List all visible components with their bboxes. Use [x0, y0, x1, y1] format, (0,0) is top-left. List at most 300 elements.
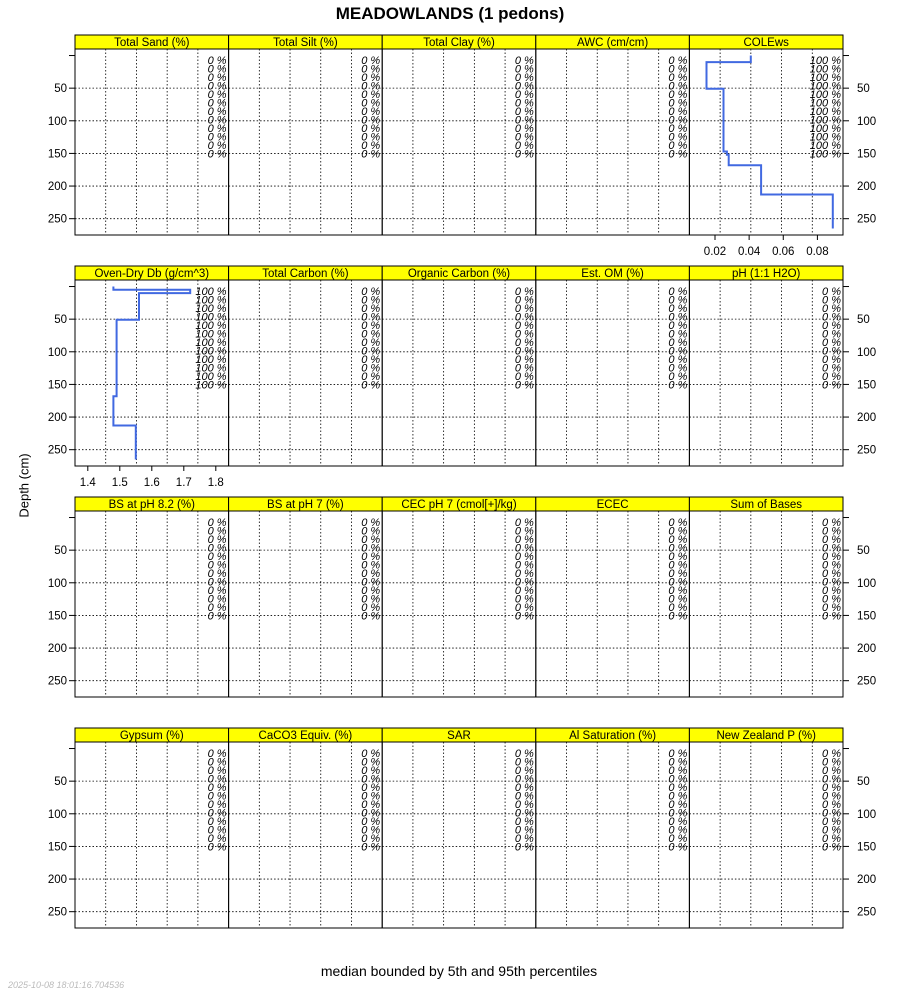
percent-label: 0 % [361, 106, 381, 118]
percent-label: 0 % [822, 379, 841, 392]
panel-total-sand [48, 35, 229, 235]
y-tick-label: 200 [857, 181, 877, 194]
panel-title: Gypsum (%) [119, 730, 184, 742]
percent-label: 0 % [207, 815, 227, 828]
percent-label: 0 % [361, 534, 381, 547]
percent-label: 0 % [361, 542, 381, 555]
percent-label: 0 % [514, 576, 534, 589]
percent-label: 0 % [514, 328, 534, 341]
percent-label: 0 % [822, 807, 841, 820]
percent-label: 0 % [207, 517, 227, 530]
percent-label: 0 % [822, 517, 841, 530]
percent-label: 0 % [668, 815, 688, 828]
percent-label: 0 % [514, 832, 534, 845]
percent-label: 0 % [361, 841, 381, 854]
x-tick-label: 1.7 [175, 477, 192, 489]
percent-label: 0 % [514, 63, 534, 76]
panel-gypsum [48, 728, 229, 928]
percent-label: 0 % [207, 80, 227, 93]
percent-label: 0 % [668, 294, 688, 307]
panel-title: Sum of Bases [730, 499, 802, 511]
panel-border [536, 280, 690, 466]
y-tick-label: 100 [857, 346, 877, 359]
y-tick-label: 50 [54, 83, 67, 96]
percent-label: 0 % [514, 320, 534, 333]
panel-border [689, 742, 843, 928]
percent-label: 100 % [195, 379, 227, 392]
panel-border [536, 742, 690, 928]
percent-label: 0 % [822, 815, 841, 828]
percent-label: 0 % [514, 559, 534, 572]
y-tick-label: 200 [47, 181, 67, 194]
y-tick-label: 100 [47, 808, 67, 821]
percent-label: 0 % [514, 97, 534, 110]
percent-label: 0 % [207, 841, 227, 854]
y-tick-label: 50 [857, 545, 870, 558]
percent-label: 0 % [668, 63, 688, 76]
y-tick-label: 250 [857, 213, 877, 226]
y-tick-label: 100 [857, 115, 877, 128]
y-tick-label: 100 [47, 346, 67, 359]
percent-label: 0 % [668, 790, 688, 803]
percent-label: 0 % [514, 765, 534, 778]
percent-label: 0 % [207, 148, 227, 161]
percent-label: 0 % [514, 748, 534, 761]
percent-label: 0 % [822, 841, 841, 854]
percent-label: 100 % [195, 353, 227, 366]
percent-label: 0 % [822, 790, 841, 803]
panel-border [229, 511, 383, 697]
percent-label: 0 % [361, 799, 381, 811]
percent-label: 0 % [668, 832, 688, 845]
percent-label: 0 % [822, 303, 841, 316]
percent-label: 0 % [514, 584, 534, 597]
percent-label: 100 % [195, 320, 227, 333]
panel-total-carbon [229, 266, 383, 466]
percent-label: 0 % [207, 551, 227, 564]
panel-new-zealand-p [689, 728, 876, 928]
panel-caco3-equiv [229, 728, 383, 928]
y-axis-label: Depth (cm) [16, 453, 32, 518]
percent-label: 0 % [361, 63, 381, 76]
panel-sum-of-bases [689, 497, 876, 697]
percent-label: 0 % [514, 139, 534, 152]
percent-label: 0 % [361, 576, 381, 589]
percent-label: 0 % [361, 294, 381, 307]
percent-label: 0 % [514, 782, 534, 795]
percent-label: 0 % [822, 345, 841, 358]
panel-title: ECEC [596, 499, 629, 511]
y-tick-label: 150 [47, 841, 67, 854]
percent-label: 0 % [514, 517, 534, 530]
percent-label: 0 % [822, 551, 841, 564]
percent-label: 0 % [668, 72, 688, 85]
percent-label: 0 % [668, 748, 688, 761]
percent-label: 0 % [361, 337, 381, 349]
panel-title: Total Clay (%) [423, 37, 495, 49]
panel-title: Oven-Dry Db (g/cm^3) [94, 268, 210, 280]
panel-title: Total Carbon (%) [262, 268, 349, 280]
percent-label: 0 % [668, 756, 688, 769]
percent-label: 100 % [809, 55, 841, 68]
panel-title: Total Sand (%) [114, 37, 190, 49]
percent-label: 0 % [514, 601, 534, 614]
percent-label: 0 % [514, 89, 534, 102]
percent-label: 0 % [668, 353, 688, 366]
percent-label: 0 % [207, 610, 227, 623]
y-tick-label: 100 [857, 808, 877, 821]
y-tick-label: 250 [47, 444, 67, 457]
percent-label: 100 % [195, 362, 227, 375]
percent-label: 0 % [822, 362, 841, 375]
percent-label: 0 % [207, 765, 227, 778]
y-tick-label: 200 [47, 874, 67, 887]
percent-label: 0 % [822, 542, 841, 555]
panel-title: CEC pH 7 (cmol[+]/kg) [401, 499, 517, 511]
percent-label: 0 % [514, 370, 534, 383]
percent-label: 100 % [195, 286, 227, 299]
percent-label: 0 % [361, 559, 381, 572]
percent-label: 0 % [822, 601, 841, 614]
panel-border [689, 511, 843, 697]
percent-label: 0 % [361, 55, 381, 68]
percent-label: 0 % [361, 72, 381, 85]
percent-label: 100 % [809, 80, 841, 93]
x-tick-label: 0.04 [737, 246, 761, 258]
chart-footer: median bounded by 5th and 95th percentiles [320, 963, 598, 979]
y-tick-label: 50 [54, 545, 67, 558]
percent-label: 0 % [668, 106, 688, 118]
percent-label: 0 % [668, 114, 688, 127]
percent-label: 0 % [514, 148, 534, 161]
percent-label: 0 % [207, 807, 227, 820]
y-tick-label: 150 [857, 841, 877, 854]
percent-label: 0 % [514, 790, 534, 803]
percent-label: 0 % [668, 345, 688, 358]
percent-label: 0 % [361, 353, 381, 366]
percent-label: 0 % [361, 148, 381, 161]
percent-label: 0 % [668, 782, 688, 795]
percent-label: 100 % [809, 148, 841, 161]
percent-label: 0 % [668, 517, 688, 530]
percent-label: 0 % [361, 568, 381, 580]
percent-label: 0 % [668, 534, 688, 547]
percent-label: 0 % [822, 773, 841, 786]
panel-ph-1-1-h2o [689, 266, 876, 466]
panel-bs-at-ph-8-2 [48, 497, 229, 697]
percent-label: 0 % [361, 782, 381, 795]
percent-label: 0 % [361, 139, 381, 152]
percent-label: 0 % [668, 773, 688, 786]
panel-title: BS at pH 8.2 (%) [108, 499, 195, 511]
percent-label: 0 % [668, 337, 688, 349]
percent-label: 0 % [207, 824, 227, 837]
panel-colews [689, 35, 876, 258]
panel-title: Total Silt (%) [273, 37, 338, 49]
percent-label: 0 % [207, 97, 227, 110]
y-tick-label: 50 [54, 314, 67, 327]
percent-label: 0 % [361, 832, 381, 845]
percent-label: 0 % [361, 311, 381, 324]
percent-label: 0 % [668, 55, 688, 68]
y-tick-label: 100 [47, 115, 67, 128]
y-tick-label: 150 [47, 379, 67, 392]
percent-label: 0 % [668, 148, 688, 161]
percent-label: 0 % [822, 765, 841, 778]
percent-label: 0 % [822, 370, 841, 383]
panel-title: Al Saturation (%) [569, 730, 657, 742]
percent-label: 0 % [361, 790, 381, 803]
percent-label: 0 % [207, 534, 227, 547]
percent-label: 0 % [668, 601, 688, 614]
percent-label: 0 % [361, 525, 381, 538]
percent-label: 0 % [668, 320, 688, 333]
percent-label: 100 % [809, 131, 841, 144]
percent-label: 100 % [195, 345, 227, 358]
percent-label: 100 % [809, 139, 841, 152]
percent-label: 100 % [809, 72, 841, 85]
percent-label: 0 % [668, 542, 688, 555]
percent-label: 0 % [514, 114, 534, 127]
percent-label: 0 % [361, 114, 381, 127]
percent-label: 0 % [207, 114, 227, 127]
panel-title: COLEws [743, 37, 789, 49]
series-line [113, 287, 190, 460]
percent-label: 0 % [514, 773, 534, 786]
y-tick-label: 250 [857, 675, 877, 688]
y-tick-label: 200 [857, 874, 877, 887]
percent-label: 0 % [668, 286, 688, 299]
y-tick-label: 150 [857, 379, 877, 392]
percent-label: 0 % [668, 584, 688, 597]
y-tick-label: 200 [47, 643, 67, 656]
y-tick-label: 50 [54, 776, 67, 789]
percent-label: 0 % [207, 89, 227, 102]
percent-label: 0 % [361, 379, 381, 392]
percent-label: 0 % [207, 139, 227, 152]
percent-label: 0 % [207, 601, 227, 614]
percent-label: 0 % [514, 55, 534, 68]
panel-border [229, 742, 383, 928]
percent-label: 0 % [668, 131, 688, 144]
percent-label: 0 % [668, 841, 688, 854]
percent-label: 0 % [514, 525, 534, 538]
percent-label: 0 % [514, 807, 534, 820]
percent-label: 0 % [361, 286, 381, 299]
percent-label: 0 % [822, 832, 841, 845]
percent-label: 0 % [822, 799, 841, 811]
panel-border [75, 511, 229, 697]
panel-est-om [536, 266, 690, 466]
percent-label: 0 % [822, 756, 841, 769]
percent-label: 100 % [195, 294, 227, 307]
percent-label: 0 % [361, 584, 381, 597]
percent-label: 100 % [195, 328, 227, 341]
panel-border [75, 742, 229, 928]
panel-border [382, 49, 536, 235]
panel-border [382, 742, 536, 928]
percent-label: 0 % [514, 799, 534, 811]
percent-label: 0 % [668, 139, 688, 152]
percent-label: 0 % [668, 89, 688, 102]
percent-label: 0 % [822, 584, 841, 597]
panel-border [536, 49, 690, 235]
percent-label: 0 % [668, 80, 688, 93]
percent-label: 0 % [822, 782, 841, 795]
percent-label: 0 % [822, 311, 841, 324]
percent-label: 0 % [822, 320, 841, 333]
percent-label: 0 % [668, 824, 688, 837]
percent-label: 0 % [822, 748, 841, 761]
y-tick-label: 150 [47, 148, 67, 161]
percent-label: 0 % [514, 294, 534, 307]
x-tick-label: 0.06 [772, 246, 795, 258]
panel-border [536, 511, 690, 697]
percent-label: 0 % [361, 345, 381, 358]
percent-label: 0 % [207, 559, 227, 572]
percent-label: 0 % [668, 799, 688, 811]
percent-label: 100 % [809, 63, 841, 76]
panel-border [382, 280, 536, 466]
panel-border [229, 280, 383, 466]
percent-label: 0 % [668, 303, 688, 316]
percent-label: 0 % [668, 525, 688, 538]
percent-label: 100 % [809, 122, 841, 135]
y-tick-label: 250 [857, 906, 877, 919]
y-tick-label: 200 [857, 412, 877, 425]
percent-label: 0 % [207, 525, 227, 538]
percent-label: 0 % [668, 559, 688, 572]
percent-label: 0 % [361, 370, 381, 383]
percent-label: 0 % [361, 807, 381, 820]
percent-label: 0 % [822, 286, 841, 299]
percent-label: 0 % [514, 756, 534, 769]
percent-label: 0 % [514, 122, 534, 135]
percent-label: 0 % [514, 542, 534, 555]
panel-title: pH (1:1 H2O) [732, 268, 801, 280]
percent-label: 0 % [514, 534, 534, 547]
y-tick-label: 150 [857, 610, 877, 623]
percent-label: 0 % [822, 337, 841, 349]
percent-label: 0 % [514, 131, 534, 144]
y-tick-label: 50 [857, 83, 870, 96]
percent-label: 0 % [361, 756, 381, 769]
percent-label: 0 % [361, 551, 381, 564]
percent-label: 0 % [361, 362, 381, 375]
panel-sar [382, 728, 536, 928]
panel-oven-dry-db-g-cm-3 [48, 266, 229, 489]
percent-label: 100 % [195, 370, 227, 383]
percent-label: 0 % [207, 756, 227, 769]
percent-label: 0 % [822, 328, 841, 341]
percent-label: 0 % [514, 815, 534, 828]
percent-label: 0 % [207, 790, 227, 803]
percent-label: 0 % [361, 815, 381, 828]
percent-label: 0 % [514, 311, 534, 324]
percent-label: 0 % [822, 525, 841, 538]
panel-total-clay [382, 35, 536, 235]
percent-label: 100 % [809, 106, 841, 118]
panel-border [382, 511, 536, 697]
percent-label: 0 % [207, 63, 227, 76]
percent-label: 0 % [207, 782, 227, 795]
panel-al-saturation [536, 728, 690, 928]
percent-label: 0 % [668, 610, 688, 623]
percent-label: 0 % [514, 593, 534, 606]
panel-bs-at-ph-7 [229, 497, 383, 697]
panel-title: Est. OM (%) [581, 268, 644, 280]
percent-label: 0 % [514, 286, 534, 299]
y-tick-label: 250 [857, 444, 877, 457]
percent-label: 0 % [207, 748, 227, 761]
percent-label: 0 % [207, 568, 227, 580]
y-tick-label: 100 [857, 577, 877, 590]
percent-label: 0 % [361, 303, 381, 316]
percent-label: 0 % [822, 559, 841, 572]
percent-label: 0 % [514, 379, 534, 392]
percent-label: 0 % [207, 593, 227, 606]
percent-label: 0 % [361, 122, 381, 135]
percent-label: 0 % [361, 593, 381, 606]
percent-label: 0 % [514, 303, 534, 316]
percent-label: 0 % [514, 106, 534, 118]
percent-label: 0 % [514, 72, 534, 85]
percent-label: 0 % [361, 610, 381, 623]
percent-label: 0 % [207, 799, 227, 811]
percent-label: 0 % [361, 824, 381, 837]
percent-label: 0 % [361, 328, 381, 341]
percent-label: 0 % [822, 593, 841, 606]
panel-border [229, 49, 383, 235]
percent-label: 0 % [822, 610, 841, 623]
percent-label: 0 % [668, 593, 688, 606]
percent-label: 0 % [514, 345, 534, 358]
percent-label: 0 % [207, 576, 227, 589]
percent-label: 0 % [361, 89, 381, 102]
x-tick-label: 0.08 [806, 246, 829, 258]
percent-label: 100 % [195, 337, 227, 349]
panel-title: New Zealand P (%) [716, 730, 816, 742]
percent-label: 0 % [668, 807, 688, 820]
y-tick-label: 250 [47, 213, 67, 226]
timestamp: 2025-10-08 18:01:16.704536 [8, 980, 125, 990]
percent-label: 0 % [514, 610, 534, 623]
percent-label: 0 % [207, 106, 227, 118]
percent-label: 0 % [668, 379, 688, 392]
percent-label: 0 % [514, 362, 534, 375]
y-tick-label: 50 [857, 776, 870, 789]
percent-label: 100 % [809, 97, 841, 110]
percent-label: 100 % [809, 114, 841, 127]
percent-label: 0 % [207, 122, 227, 135]
panel-ecec [536, 497, 690, 697]
percent-label: 0 % [822, 294, 841, 307]
percent-label: 0 % [207, 55, 227, 68]
panel-title: SAR [447, 730, 471, 742]
percent-label: 0 % [822, 353, 841, 366]
panel-title: BS at pH 7 (%) [267, 499, 344, 511]
percent-label: 0 % [514, 337, 534, 349]
panel-total-silt [229, 35, 383, 235]
percent-label: 0 % [514, 551, 534, 564]
y-tick-label: 50 [857, 314, 870, 327]
percent-label: 0 % [668, 311, 688, 324]
percent-label: 0 % [207, 131, 227, 144]
percent-label: 100 % [195, 303, 227, 316]
percent-label: 0 % [207, 542, 227, 555]
percent-label: 0 % [668, 362, 688, 375]
percent-label: 0 % [668, 97, 688, 110]
